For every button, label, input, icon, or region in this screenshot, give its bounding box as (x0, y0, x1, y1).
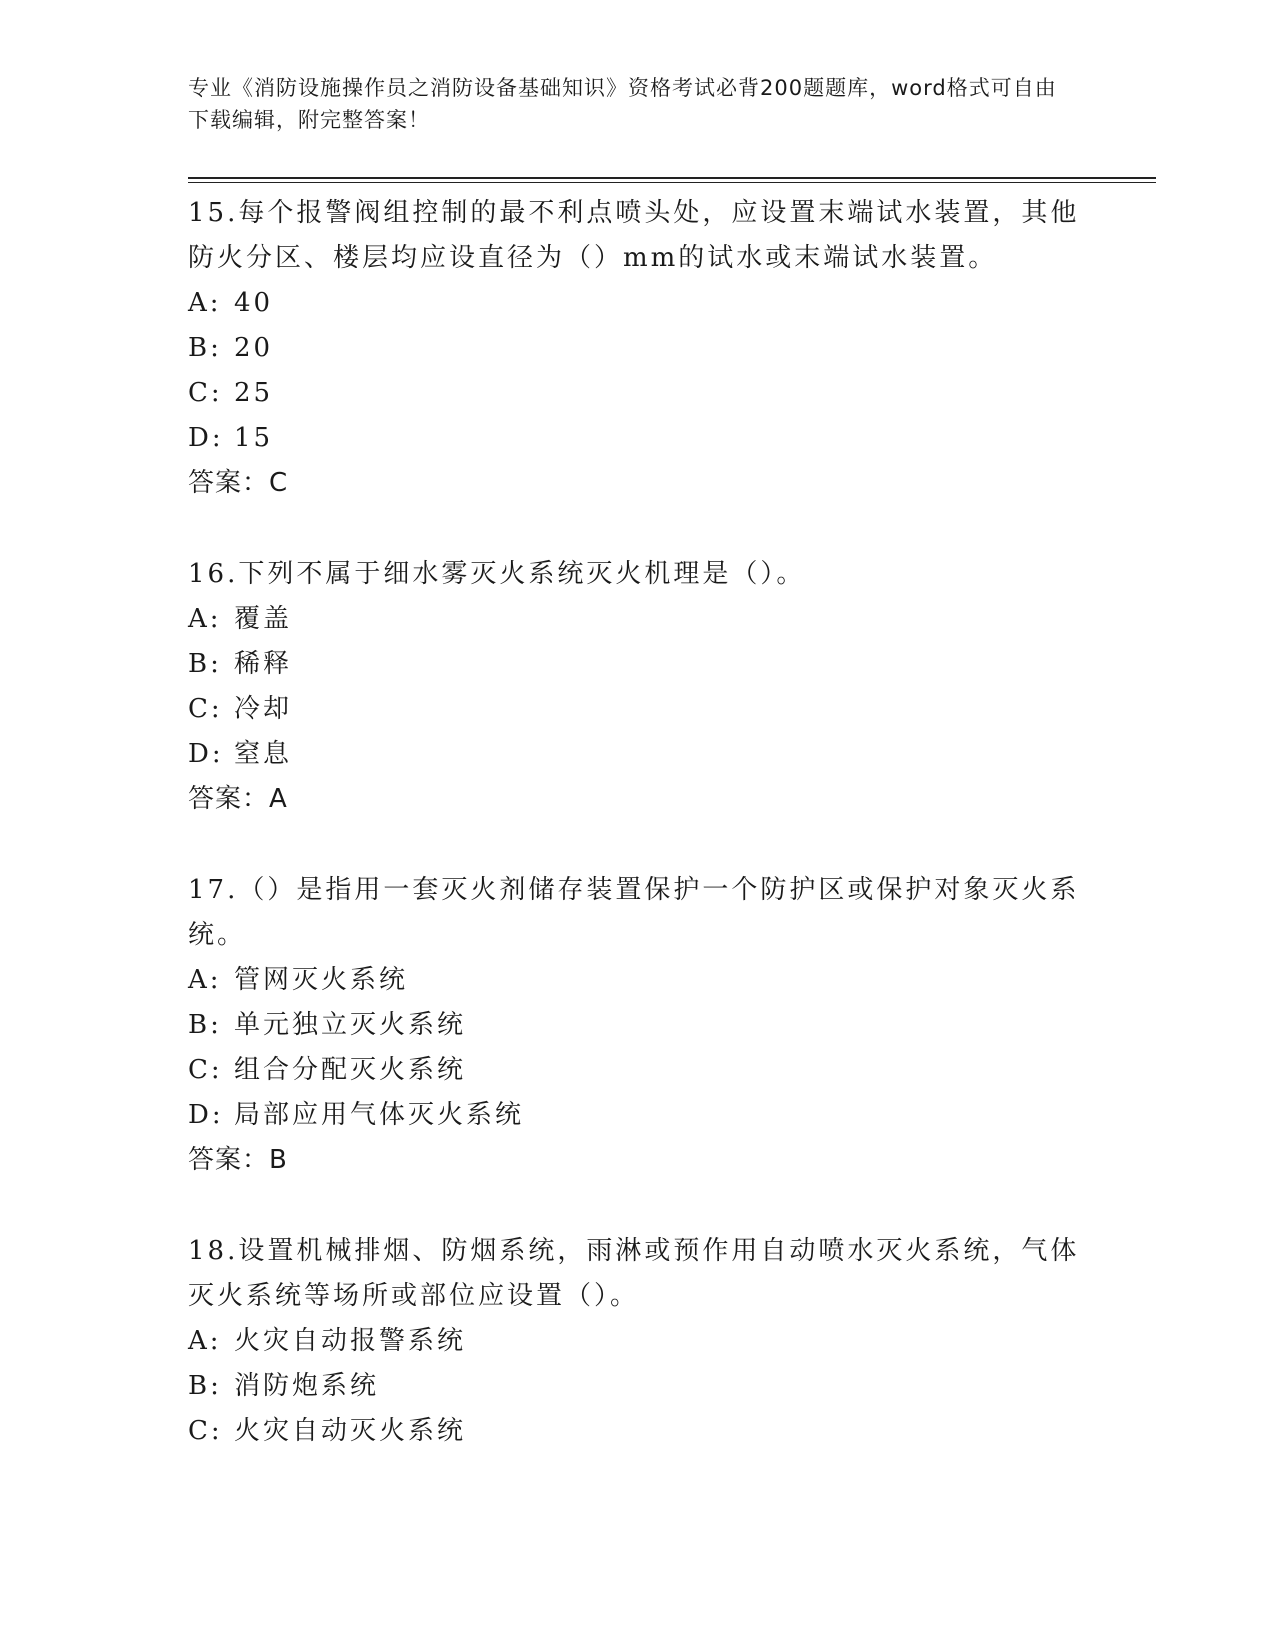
option-key: B: (188, 649, 222, 679)
option-c (188, 1409, 1088, 1454)
option-value: 局部应用气体灭火系统 (234, 1100, 525, 1130)
option-value: 窒息 (234, 739, 293, 769)
option-c (188, 687, 1088, 732)
option-value: 冷却 (234, 694, 293, 724)
option-key: B: (188, 1371, 222, 1401)
option-key: A: (188, 965, 222, 995)
option-value: 稀释 (234, 649, 293, 679)
option-b (188, 642, 1088, 687)
option-key: D: (188, 739, 224, 769)
answer-text: 答案：A (188, 784, 288, 814)
question-text: 17.（）是指用一套灭火剂储存装置保护一个防护区或保护对象灭火系统。 (188, 875, 1080, 950)
option-key: C: (188, 1055, 223, 1085)
option-b (188, 1003, 1088, 1048)
option-d (188, 416, 1088, 461)
option-key: A: (188, 1326, 222, 1356)
option-a (188, 597, 1088, 642)
option-value: 火灾自动灭火系统 (234, 1416, 467, 1446)
option-c (188, 1048, 1088, 1093)
option-b (188, 1364, 1088, 1409)
answer-text: 答案：C (188, 468, 289, 498)
option-key: C: (188, 378, 223, 408)
option-c (188, 371, 1088, 416)
option-key: B: (188, 1010, 222, 1040)
header-divider-thick (188, 177, 1156, 179)
option-key: D: (188, 1100, 224, 1130)
option-value: 火灾自动报警系统 (234, 1326, 467, 1356)
option-a (188, 958, 1088, 1003)
option-key: A: (188, 604, 222, 634)
option-a (188, 281, 1088, 326)
question-16 (188, 552, 1088, 822)
question-17 (188, 868, 1088, 1183)
question-text: 15.每个报警阀组控制的最不利点喷头处，应设置末端试水装置，其他防火分区、楼层均应设直径为（）mm的试水或末端试水装置。 (188, 198, 1080, 273)
option-key: D: (188, 423, 224, 453)
option-d (188, 1093, 1088, 1138)
option-value: 组合分配灭火系统 (234, 1055, 467, 1085)
option-value: 管网灭火系统 (234, 965, 409, 995)
option-value: 覆盖 (234, 604, 293, 634)
question-18 (188, 1229, 1088, 1454)
option-value: 消防炮系统 (234, 1371, 380, 1401)
option-value: 20 (234, 333, 274, 363)
option-d (188, 732, 1088, 777)
option-b (188, 326, 1088, 371)
option-key: B: (188, 333, 222, 363)
question-list (188, 191, 1088, 1500)
option-value: 单元独立灭火系统 (234, 1010, 467, 1040)
option-a (188, 1319, 1088, 1364)
question-15 (188, 191, 1088, 506)
option-value: 25 (234, 378, 274, 408)
question-text: 16.下列不属于细水雾灭火系统灭火机理是（）。 (188, 559, 806, 589)
option-key: C: (188, 1416, 223, 1446)
document-header: 专业《消防设施操作员之消防设备基础知识》资格考试必背200题题库，word格式可自由下载编辑，附完整答案！ (188, 76, 1057, 132)
option-value: 15 (234, 423, 274, 453)
answer-text: 答案：B (188, 1145, 288, 1175)
option-key: C: (188, 694, 223, 724)
option-key: A: (188, 288, 222, 318)
question-text: 18.设置机械排烟、防烟系统，雨淋或预作用自动喷水灭火系统，气体灭火系统等场所或部位应设置（）。 (188, 1236, 1080, 1311)
option-value: 40 (234, 288, 274, 318)
header-divider-thin (188, 182, 1156, 183)
